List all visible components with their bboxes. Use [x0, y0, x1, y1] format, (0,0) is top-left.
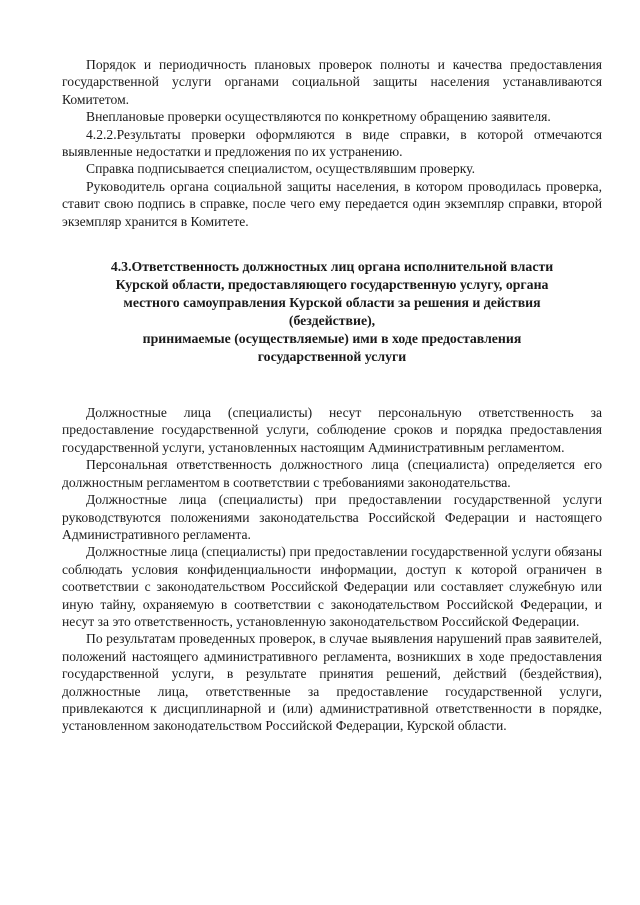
heading-line: (бездействие),	[288, 313, 376, 329]
paragraph-personal-responsibility: Должностные лица (специалисты) несут персональную ответственность за предоставление государственной услуги, соблюдение сроков и порядка предоставления государственной услуги, установленных настоящим Административным регламентом.	[62, 405, 602, 455]
heading-line: местного самоуправления Курской области за решения и действия	[123, 295, 541, 311]
heading-line: государственной услуги	[257, 349, 407, 365]
paragraph-confidentiality: Должностные лица (специалисты) при предоставлении государственной услуги обязаны соблюдать условия конфиденциальности информации, доступ к которой ограничен в соответствии с законодательством Российской Федерации или составляет служебную или иную тайну, охраняемую в соответствии с законодательством Российской Федерации, и несут за это ответственность, установленную законодательством Российской Федерации.	[62, 544, 602, 629]
heading-line: принимаемые (осуществляемые) ими в ходе предоставления	[142, 331, 522, 347]
section-inspections	[62, 56, 602, 230]
heading-line: Курской области, предоставляющего государственную услугу, органа	[115, 277, 549, 293]
section-responsibility	[62, 404, 602, 735]
paragraph-inspection-results: 4.2.2.Результаты проверки оформляются в виде справки, в которой отмечаются выявленные недостатки и предложения по их устранению.	[62, 126, 602, 160]
section-heading-responsibility	[62, 258, 602, 366]
paragraph-legislation-guidance: Должностные лица (специалисты) при предоставлении государственной услуги руководствуются положениями законодательства Российской Федерации и настоящего Административного регламента.	[62, 492, 602, 542]
paragraph-certificate-signature: Справка подписывается специалистом, осуществлявшим проверку.	[86, 161, 475, 177]
paragraph-inspection-order: Порядок и периодичность плановых проверок полноты и качества предоставления государственной услуги органами социальной защиты населения устанавливаются Комитетом.	[62, 57, 602, 107]
document-page	[62, 56, 602, 735]
paragraph-violations-liability: По результатам проведенных проверок, в случае выявления нарушений прав заявителей, положений настоящего административного регламента, возникших в ходе предоставления государственной услуги, в результате принятия решений, действий (бездействия), должностные лица, ответственные за предоставление государственной услуги, привлекаются к дисциплинарной и (или) административной ответственности в порядке, установленном законодательством Российской Федерации, Курской области.	[62, 631, 602, 734]
paragraph-certificate-copies: Руководитель органа социальной защиты населения, в котором проводилась проверка, ставит свою подпись в справке, после чего ему передается один экземпляр справки, второй экземпляр хранится в Комитете.	[62, 178, 602, 229]
heading-line: 4.3.Ответственность должностных лиц органа исполнительной власти	[110, 259, 554, 275]
paragraph-unscheduled-inspections: Внеплановые проверки осуществляются по конкретному обращению заявителя.	[86, 109, 551, 125]
paragraph-job-regulation: Персональная ответственность должностного лица (специалиста) определяется его должностным регламентом в соответствии с требованиями законодательства.	[62, 457, 602, 490]
